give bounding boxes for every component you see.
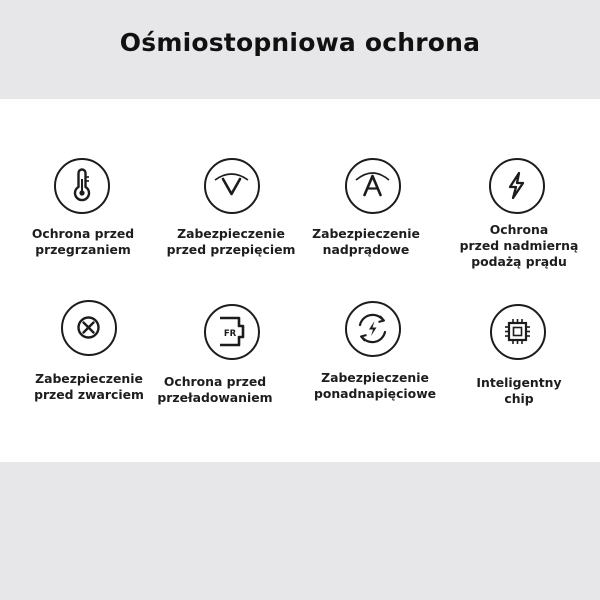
feature-label: Ochrona przed przeładowaniem [157, 374, 273, 405]
fr-flame-retardant-icon [204, 304, 260, 360]
current-a-icon [345, 158, 401, 214]
feature-label: Zabezpieczenie nadprądowe [312, 226, 420, 257]
feature-label: Inteligentny chip [476, 375, 562, 406]
undervoltage-cycle-icon [345, 301, 401, 357]
feature-label: Ochrona przed nadmierną podażą prądu [459, 222, 579, 269]
lightning-bolt-icon [489, 158, 545, 214]
page-title: Ośmiostopniowa ochrona [119, 28, 481, 57]
thermometer-icon [54, 158, 110, 214]
chip-icon [490, 304, 546, 360]
feature-label: Zabezpieczenie przed przepięciem [166, 226, 296, 257]
short-circuit-x-icon [61, 300, 117, 356]
svg-text:FR: FR [223, 329, 237, 339]
voltage-v-icon [204, 158, 260, 214]
feature-label: Zabezpieczenie przed zwarciem [34, 371, 144, 402]
features-panel [0, 99, 600, 462]
feature-label: Ochrona przed przegrzaniem [31, 226, 135, 257]
feature-label: Zabezpieczenie ponadnapięciowe [313, 370, 437, 401]
